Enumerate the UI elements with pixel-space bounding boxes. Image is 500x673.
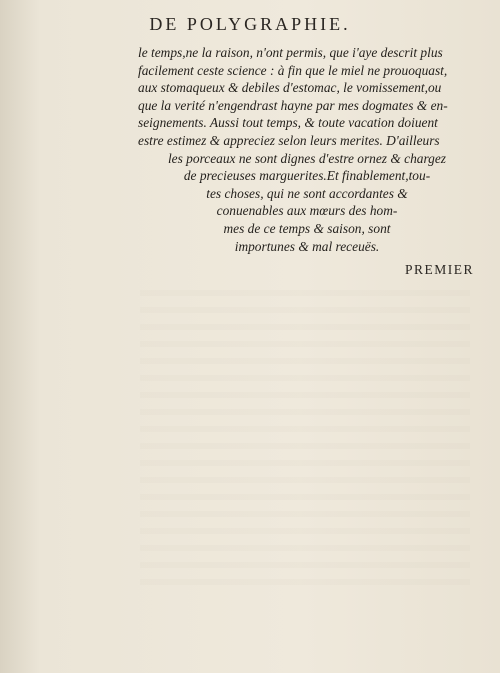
text-line: les porceaux ne sont dignes d'estre ornez & chargez — [167, 150, 447, 166]
catchword: PREMIER — [404, 262, 474, 277]
text-line: aux stomaqueux & debiles d'estomac, le vomissement,ou — [138, 80, 442, 96]
text-line: tes choses, qui ne sont accordantes & — [206, 185, 408, 201]
text-line: importunes & mal receuës. — [234, 238, 380, 254]
text-line: de precieuses marguerites.Et finablement,tou- — [183, 168, 431, 184]
show-through-from-reverse — [140, 290, 470, 590]
text-line: facilement ceste science : à fin que le miel ne prouoquast, — [138, 62, 448, 78]
text-line: le temps,ne la raison, n'ont permis, que i'aye descrit plus — [138, 45, 443, 60]
text-line: que la verité n'engendrast hayne par mes dogmates & en- — [138, 97, 448, 113]
text-line: estre estimez & appreciez selon leurs merites. D'ailleurs — [138, 132, 440, 148]
text-line: mes de ce temps & saison, sont — [223, 220, 391, 236]
text-line: conuenables aux mœurs des hom- — [216, 203, 398, 219]
text-line: seignements. Aussi tout temps, & toute vacation doiuent — [138, 115, 438, 131]
running-head: DE POLYGRAPHIE. — [149, 14, 351, 34]
body-text — [138, 44, 476, 255]
